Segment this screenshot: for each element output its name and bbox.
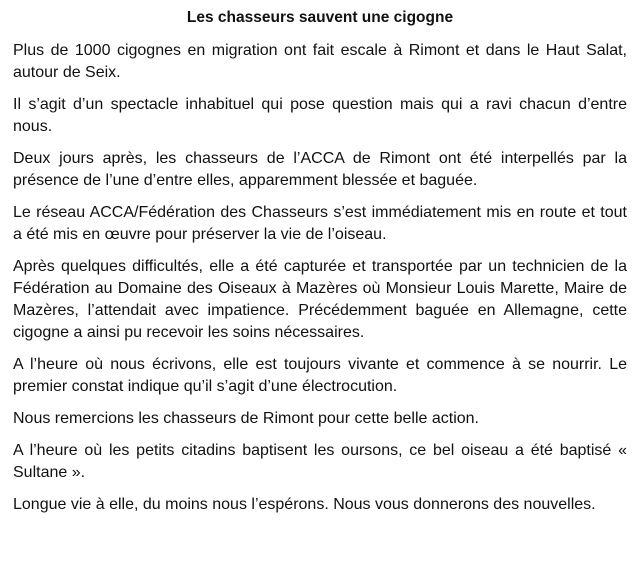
paragraph-spectacle: Il s’agit d’un spectacle inhabituel qui pose question mais qui a ravi chacun d’entre nous. xyxy=(13,96,627,135)
paragraph-thanks: Nous remercions les chasseurs de Rimont pour cette belle action. xyxy=(13,410,479,427)
paragraph-status: A l’heure où nous écrivons, elle est toujours vivante et commence à se nourrir. Le premier constat indique qu’il s’agit d’une électrocution. xyxy=(13,356,627,395)
paragraph-network: Le réseau ACCA/Fédération des Chasseurs s’est immédiatement mis en route et tout a été mis en œuvre pour préserver la vie de l’oiseau. xyxy=(13,204,627,243)
paragraph-capture: Après quelques difficultés, elle a été capturée et transportée par un technicien de la Fédération au Domaine des Oiseaux à Mazères où Monsieur Louis Marette, Maire de Mazères, l’attendait avec impatience. Précédemment baguée en Allemagne, cette cigogne a ainsi pu recevoir les soins nécessaires. xyxy=(13,258,627,341)
paragraph-migration: Plus de 1000 cigognes en migration ont fait escale à Rimont et dans le Haut Salat, autour de Seix. xyxy=(13,42,627,81)
article-title: Les chasseurs sauvent une cigogne xyxy=(186,9,454,26)
paragraph-closing: Longue vie à elle, du moins nous l’espérons. Nous vous donnerons des nouvelles. xyxy=(13,496,596,513)
paragraph-discovery: Deux jours après, les chasseurs de l’ACCA de Rimont ont été interpellés par la présence de l’une d’entre elles, apparemment blessée et baguée. xyxy=(13,150,627,189)
paragraph-naming: A l’heure où les petits citadins baptisent les oursons, ce bel oiseau a été baptisé « Sultane ». xyxy=(13,442,627,481)
